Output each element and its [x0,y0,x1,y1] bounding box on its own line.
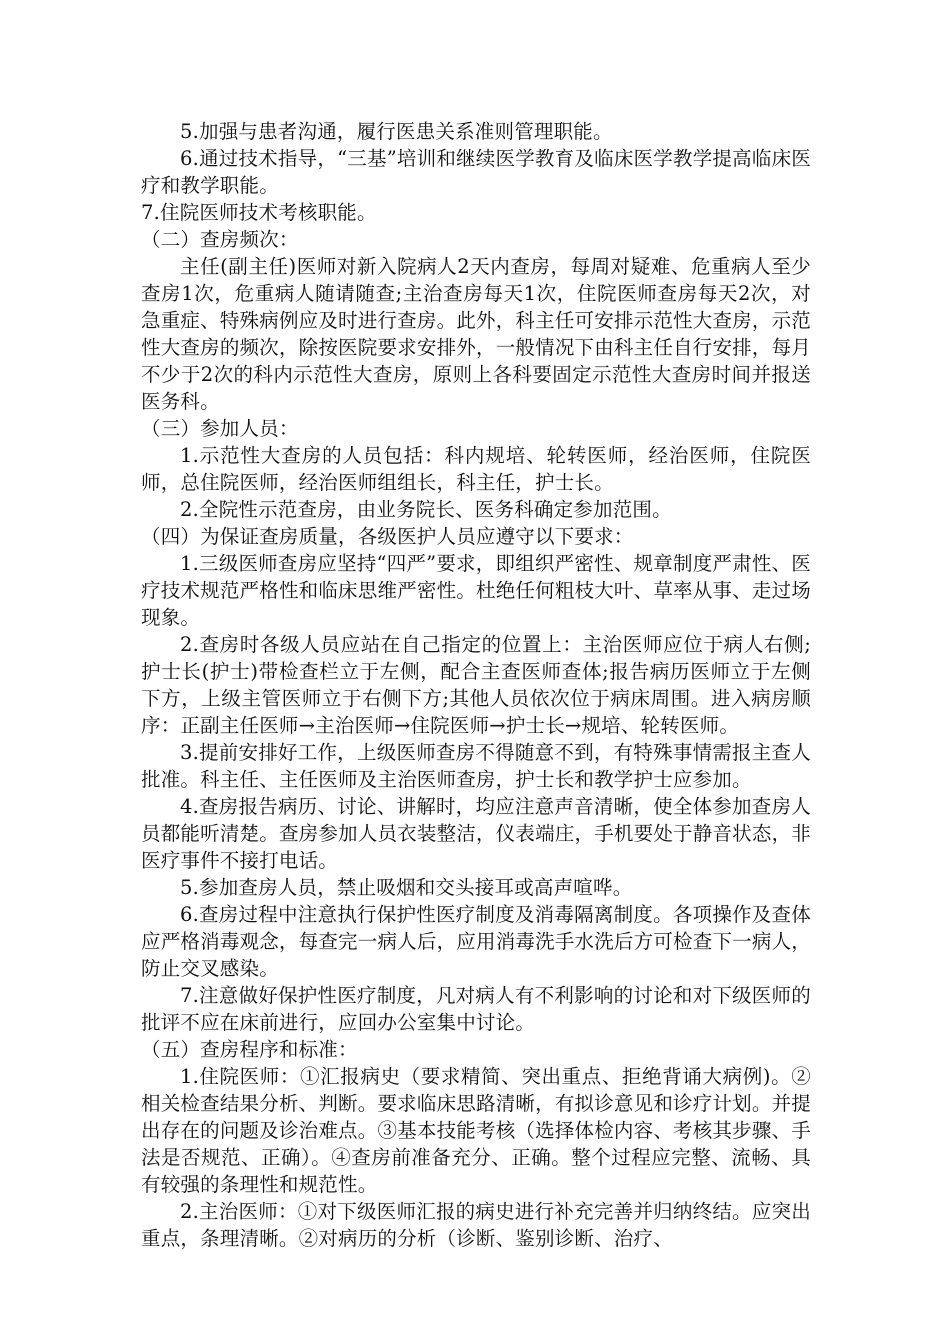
section-heading: （五）查房程序和标准： [141,1038,358,1061]
paragraph: 6.查房过程中注意执行保护性医疗制度及消毒隔离制度。各项操作及查体应严格消毒观念，每查完一病人后，应用消毒洗手水洗后方可检查下一病人，防止交叉感染。 [141,903,811,980]
paragraph: 6.通过技术指导，“三基”培训和继续医学教育及临床医学教学提高临床医疗和教学职能。 [141,147,811,197]
paragraph: 2.查房时各级人员应站在自己指定的位置上：主治医师应位于病人右侧;护士长(护士)带检查栏立于左侧，配合主查医师查体;报告病历医师立于左侧下方，上级主管医师立于右侧下方;其他人员依次位于病床周围。进入病房顺序：正副主任医师→主治医师→住院医师→护士长→规培、轮转医师。 [141,633,811,737]
paragraph: 5.加强与患者沟通，履行医患关系准则管理职能。 [180,120,613,143]
paragraph: 主任(副主任)医师对新入院病人2天内查房，每周对疑难、危重病人至少查房1次，危重病人随请随查;主治查房每天1次，住院医师查房每天2次，对急重症、特殊病例应及时进行查房。此外，科主任可安排示范性大查房，示范性大查房的频次，除按医院要求安排外，一般情况下由科主任自行安排，每月不少于2次的科内示范性大查房，原则上各科要固定示范性大查房时间并报送医务科。 [141,255,811,413]
paragraph: 7.住院医师技术考核职能。 [141,201,377,224]
paragraph: 2.主治医师：①对下级医师汇报的病史进行补充完善并归纳终结。应突出重点，条理清晰。②对病历的分析（诊断、鉴别诊断、治疗、 [141,1200,811,1250]
section-heading: （二）查房频次： [141,228,299,251]
paragraph: 1.住院医师：①汇报病史（要求精简、突出重点、拒绝背诵大病例)。②相关检查结果分析、判断。要求临床思路清晰，有拟诊意见和诊疗计划。并提出存在的问题及诊治难点。③基本技能考核（选择体检内容、考核其步骤、手法是否规范、正确）。④查房前准备充分、正确。整个过程应完整、流畅、具有较强的条理性和规范性。 [141,1065,811,1196]
paragraph: 1.示范性大查房的人员包括：科内规培、轮转医师，经治医师，住院医师，总住院医师，经治医师组组长，科主任，护士长。 [141,444,811,494]
section-heading: （三）参加人员： [141,417,299,440]
paragraph: 3.提前安排好工作，上级医师查房不得随意不到，有特殊事情需报主查人批准。科主任、主任医师及主治医师查房，护士长和教学护士应参加。 [141,741,811,791]
paragraph: 4.查房报告病历、讨论、讲解时，均应注意声音清晰，使全体参加查房人员都能听清楚。查房参加人员衣装整洁，仪表端庄，手机要处于静音状态，非医疗事件不接打电话。 [141,795,811,872]
section-heading: （四）为保证查房质量，各级医护人员应遵守以下要求： [141,525,634,548]
paragraph: 1.三级医师查房应坚持“四严”要求，即组织严密性、规章制度严肃性、医疗技术规范严格性和临床思维严密性。杜绝任何粗枝大叶、草率从事、走过场现象。 [141,552,811,629]
document-body [141,118,811,1252]
paragraph: 5.参加查房人员，禁止吸烟和交头接耳或高声喧哗。 [180,876,633,899]
paragraph: 2.全院性示范查房，由业务院长、医务科确定参加范围。 [180,498,672,521]
paragraph: 7.注意做好保护性医疗制度，凡对病人有不利影响的讨论和对下级医师的批评不应在床前进行，应回办公室集中讨论。 [141,984,811,1034]
